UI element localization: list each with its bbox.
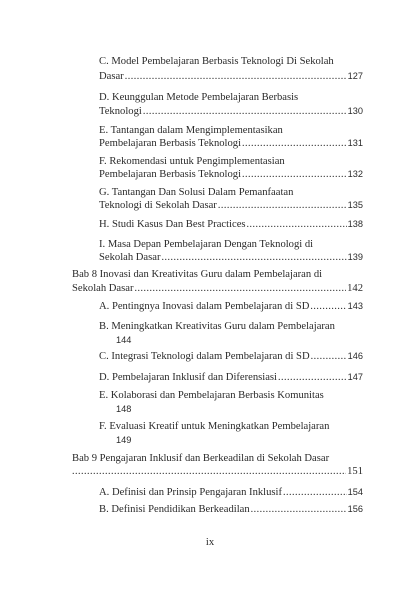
toc-entry-d-line2: Teknologi — [99, 106, 142, 117]
toc-entry-8e-text[interactable]: E. Kolaborasi dan Pembelajaran Berbasis Komunitas — [99, 390, 324, 401]
toc-entry-8d-page: 147 — [347, 372, 363, 382]
toc-entry-8c-text: C. Integrasi Teknologi dalam Pembelajaran di SD — [99, 351, 310, 362]
dot-leader — [283, 486, 347, 499]
toc-entry-d-line1: D. Keunggulan Metode Pembelajaran Berbasis — [99, 92, 299, 103]
dot-leader — [218, 199, 347, 212]
chapter-9-page: 151 — [347, 466, 363, 477]
toc-entry-d[interactable] — [99, 105, 363, 118]
toc-entry-9a-page: 154 — [347, 487, 363, 497]
toc-entry-9a[interactable] — [99, 486, 363, 499]
toc-entry-e-page: 131 — [347, 138, 363, 148]
toc-entry-g-page: 135 — [347, 200, 363, 210]
toc-entry-8f-text[interactable]: F. Evaluasi Kreatif untuk Meningkatkan Pembelajaran — [99, 421, 330, 432]
dot-leader — [143, 105, 347, 118]
toc-entry-8f-page: 149 — [116, 435, 132, 445]
chapter-9-leader-row — [72, 465, 363, 478]
toc-entry-f-line1: F. Rekomendasi untuk Pengimplementasian — [99, 156, 285, 167]
toc-entry-c-page: 127 — [347, 71, 363, 81]
dot-leader — [72, 465, 346, 478]
dot-leader — [310, 300, 346, 313]
toc-entry-h-text: H. Studi Kasus Dan Best Practices — [99, 219, 246, 230]
toc-entry-d-page: 130 — [347, 106, 363, 116]
toc-entry-8a[interactable] — [99, 300, 363, 313]
toc-entry-f[interactable] — [99, 168, 363, 181]
toc-entry-8e-page: 148 — [116, 404, 132, 414]
chapter-8-title-line1: Bab 8 Inovasi dan Kreativitas Guru dalam Pembelajaran di — [72, 269, 323, 280]
toc-entry-9b-page: 156 — [347, 504, 363, 514]
toc-entry-8b-page: 144 — [116, 335, 132, 345]
toc-entry-i[interactable] — [99, 251, 363, 264]
toc-entry-8d-text: D. Pembelajaran Inklusif dan Diferensiasi — [99, 372, 277, 383]
toc-entry-i-line2: Sekolah Dasar — [99, 252, 161, 263]
toc-entry-c[interactable] — [99, 70, 363, 83]
chapter-8-title-line2: Sekolah Dasar — [72, 283, 134, 294]
dot-leader — [247, 218, 347, 231]
dot-leader — [125, 70, 347, 83]
toc-entry-f-page: 132 — [347, 169, 363, 179]
toc-entry-c-line1: C. Model Pembelajaran Berbasis Teknologi Di Sekolah — [99, 56, 334, 67]
toc-entry-8b-text[interactable]: B. Meningkatkan Kreativitas Guru dalam Pembelajaran — [99, 321, 335, 332]
dot-leader — [278, 371, 347, 384]
toc-entry-8d[interactable] — [99, 371, 363, 384]
toc-entry-i-page: 139 — [347, 252, 363, 262]
page-number: ix — [205, 537, 215, 548]
toc-entry-h-page: 138 — [347, 219, 363, 229]
toc-entry-g-line2: Teknologi di Sekolah Dasar — [99, 200, 217, 211]
toc-entry-h[interactable] — [99, 218, 363, 231]
toc-entry-8a-page: 143 — [347, 301, 363, 311]
toc-entry-c-line2: Dasar — [99, 71, 124, 82]
toc-entry-f-line2: Pembelajaran Berbasis Teknologi — [99, 169, 242, 180]
toc-entry-e-line1: E. Tantangan dalam Mengimplementasikan — [99, 125, 283, 136]
toc-entry-8c[interactable] — [99, 350, 363, 363]
dot-leader — [242, 168, 347, 181]
toc-entry-e-line2: Pembelajaran Berbasis Teknologi — [99, 138, 242, 149]
dot-leader — [311, 350, 347, 363]
chapter-9-title[interactable]: Bab 9 Pengajaran Inklusif dan Berkeadilan di Sekolah Dasar — [72, 453, 330, 464]
toc-entry-9a-text: A. Definisi dan Prinsip Pengajaran Inklusif — [99, 487, 283, 498]
toc-entry-9b[interactable] — [99, 503, 363, 516]
chapter-8-page: 142 — [347, 283, 363, 294]
toc-entry-e[interactable] — [99, 137, 363, 150]
toc-entry-i-line1: I. Masa Depan Pembelajaran Dengan Teknologi di — [99, 239, 314, 250]
chapter-8-entry[interactable] — [72, 282, 363, 295]
dot-leader — [134, 282, 346, 295]
toc-entry-g-line1: G. Tantangan Dan Solusi Dalam Pemanfaatan — [99, 187, 294, 198]
dot-leader — [242, 137, 347, 150]
dot-leader — [251, 503, 347, 516]
toc-entry-8a-text: A. Pentingnya Inovasi dalam Pembelajaran di SD — [99, 301, 310, 312]
toc-entry-9b-text: B. Definisi Pendidikan Berkeadilan — [99, 504, 250, 515]
toc-entry-g[interactable] — [99, 199, 363, 212]
dot-leader — [161, 251, 346, 264]
toc-entry-8c-page: 146 — [347, 351, 363, 361]
